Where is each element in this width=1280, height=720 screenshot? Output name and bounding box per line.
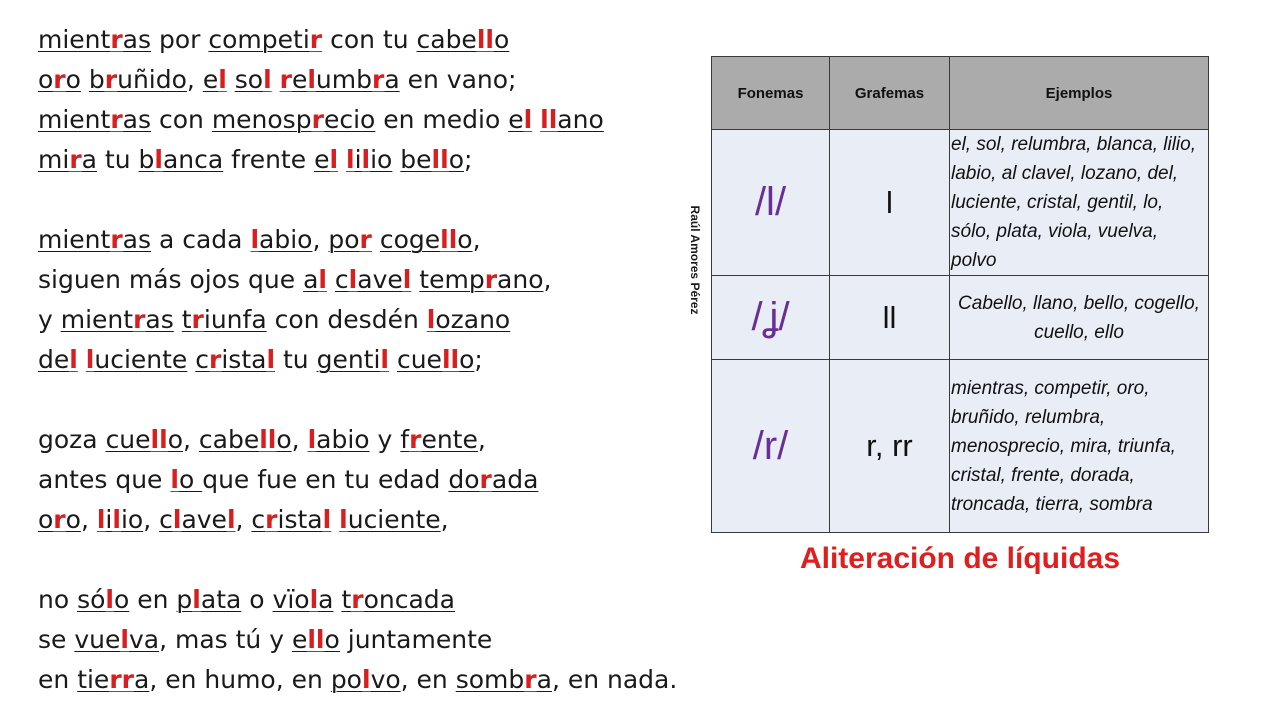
underlined-text: anca [162, 145, 224, 174]
liquid-letter: r [479, 465, 492, 494]
liquid-letter: r [110, 105, 123, 134]
plain-text: que fue en tu edad [202, 465, 449, 494]
underlined-text: vïo [272, 585, 310, 614]
liquid-letter: ll [540, 105, 558, 134]
underlined-text: c [334, 265, 349, 294]
underlined-text: b [88, 65, 105, 94]
plain-text: por [151, 25, 209, 54]
underlined-text: uciente [94, 345, 188, 374]
underlined-text: uñido [117, 65, 187, 94]
plain-text [532, 105, 540, 134]
plain-text: , [182, 425, 199, 454]
liquid-letter: ll [440, 225, 458, 254]
underlined-text: uciente [347, 505, 441, 534]
liquid-letter: l [172, 505, 182, 534]
poem-line [38, 60, 738, 100]
plain-text [327, 265, 335, 294]
underlined-text: menosp [211, 105, 312, 134]
liquid-letter: r [53, 65, 66, 94]
liquid-letter: ll [441, 345, 460, 374]
plain-text: en [38, 665, 78, 694]
grafema-cell: ll [830, 276, 950, 360]
liquid-letter: r [209, 345, 222, 374]
table-row [712, 130, 1209, 276]
plain-text: , [235, 505, 252, 534]
underlined-text: p [176, 585, 193, 614]
underlined-text: o [65, 65, 81, 94]
underlined-text: cue [396, 345, 442, 374]
underlined-text: ano [557, 105, 604, 134]
plain-text: , [312, 225, 329, 254]
liquid-letter: l [85, 345, 95, 374]
underlined-text: ozano [435, 305, 511, 334]
underlined-text: c [251, 505, 266, 534]
poem-line [38, 420, 738, 460]
underlined-text: t [341, 585, 352, 614]
plain-text: en vano; [399, 65, 517, 94]
poem-stanza [38, 20, 738, 180]
liquid-letter: l [105, 585, 114, 614]
underlined-text: ave [357, 265, 403, 294]
underlined-text: c [159, 505, 173, 534]
underlined-text: genti [316, 345, 381, 374]
plain-text: juntamente [339, 625, 493, 654]
phoneme-table [711, 56, 1209, 533]
underlined-text: e [508, 105, 524, 134]
underlined-text: cabe [198, 425, 260, 454]
plain-text: , mas tú y [159, 625, 292, 654]
underlined-text: va [128, 625, 160, 654]
underlined-text: c [195, 345, 210, 374]
underlined-text: f [400, 425, 410, 454]
underlined-text: ista [277, 505, 323, 534]
ejemplos-cell: Cabello, llano, bello, cogello, cuello, ello [950, 276, 1209, 360]
underlined-text: mient [38, 25, 111, 54]
underlined-text: o [65, 505, 81, 534]
liquid-letter: l [345, 145, 355, 174]
table-header-row [712, 57, 1209, 130]
underlined-text: do [448, 465, 480, 494]
underlined-text: coge [379, 225, 441, 254]
header-fonemas: Fonemas [712, 57, 830, 130]
underlined-text: o [38, 505, 54, 534]
underlined-text: ada [491, 465, 539, 494]
underlined-text: mient [38, 105, 111, 134]
underlined-text: mient [38, 225, 111, 254]
underlined-text: e [202, 65, 219, 94]
underlined-text: oncada [363, 585, 455, 614]
underlined-text: competi [208, 25, 310, 54]
plain-text: tu [96, 145, 139, 174]
poem-line [38, 140, 738, 180]
liquid-letter: r [53, 505, 66, 534]
plain-text: con desdén [266, 305, 427, 334]
underlined-text: t [181, 305, 192, 334]
liquid-letter: r [409, 425, 422, 454]
fonema-cell: /ʝ/ [712, 276, 830, 360]
liquid-letter: l [348, 265, 358, 294]
underlined-text: e [291, 65, 308, 94]
plain-text [331, 505, 339, 534]
liquid-letter: l [218, 65, 227, 94]
poem-stanza [38, 420, 738, 540]
liquid-letter: l [154, 145, 163, 174]
liquid-letter: ll [150, 425, 168, 454]
underlined-text: abio [259, 225, 313, 254]
liquid-letter: rr [109, 665, 134, 694]
liquid-letter: r [484, 265, 498, 294]
liquid-letter: r [359, 225, 372, 254]
plain-text: en [129, 585, 177, 614]
underlined-text: o [178, 465, 203, 494]
poem-line [38, 100, 738, 140]
underlined-text: ave [181, 505, 227, 534]
plain-text: se [38, 625, 75, 654]
underlined-text: ata [200, 585, 242, 614]
plain-text: y [38, 305, 61, 334]
plain-text: siguen más ojos que [38, 265, 304, 294]
liquid-letter: l [192, 585, 201, 614]
underlined-text: cue [105, 425, 151, 454]
underlined-text: ente [421, 425, 478, 454]
liquid-letter: l [318, 265, 327, 294]
underlined-text: a [303, 265, 319, 294]
liquid-letter: r [372, 65, 385, 94]
plain-text: ; [463, 145, 473, 174]
header-ejemplos: Ejemplos [950, 57, 1209, 130]
underlined-text: a [81, 145, 97, 174]
liquid-letter: r [309, 25, 323, 54]
underlined-text: o [167, 425, 183, 454]
liquid-letter: r [104, 65, 118, 94]
poem-line [38, 620, 738, 660]
liquid-letter: r [110, 25, 123, 54]
liquid-letter: ll [476, 25, 494, 54]
liquid-letter: l [226, 505, 236, 534]
liquid-letter: r [524, 665, 537, 694]
liquid-letter: r [69, 145, 82, 174]
underlined-text: ista [221, 345, 267, 374]
plain-text: , [186, 65, 203, 94]
poem-line [38, 300, 738, 340]
plain-text: , [543, 265, 552, 294]
plain-text [272, 65, 280, 94]
liquid-letter: l [266, 345, 276, 374]
liquid-letter: ll [259, 425, 277, 454]
plain-text: , [472, 225, 481, 254]
plain-text: antes que [38, 465, 171, 494]
underlined-text: mi [38, 145, 70, 174]
liquid-letter: ll [307, 625, 325, 654]
underlined-text: e [291, 625, 308, 654]
plain-text: ; [474, 345, 483, 374]
plain-text: , [477, 425, 486, 454]
plain-text: no [38, 585, 78, 614]
liquid-letter: l [361, 665, 371, 694]
plain-text [78, 345, 86, 374]
author-credit-text: Raúl Amores Pérez [688, 205, 702, 315]
underlined-text: a [318, 585, 334, 614]
poem-line [38, 260, 738, 300]
underlined-text: o [457, 225, 473, 254]
underlined-text: a [384, 65, 400, 94]
plain-text: goza [38, 425, 106, 454]
liquid-letter: l [322, 505, 332, 534]
liquid-letter: l [339, 505, 348, 534]
plain-text: , [440, 505, 449, 534]
poem-line [38, 340, 738, 380]
underlined-text: iunfa [203, 305, 267, 334]
liquid-letter: r [351, 585, 364, 614]
plain-text: o [241, 585, 273, 614]
plain-text: , [291, 425, 308, 454]
liquid-letter: r [265, 505, 278, 534]
poem-line [38, 460, 738, 500]
plain-text: , en humo, en [149, 665, 331, 694]
underlined-text: o [448, 145, 464, 174]
plain-text [372, 225, 380, 254]
underlined-text: o [493, 25, 510, 54]
underlined-text: a [536, 665, 552, 694]
underlined-text: i [354, 145, 362, 174]
poem-line [38, 500, 738, 540]
liquid-letter: l [380, 345, 389, 374]
underlined-text: temp [419, 265, 485, 294]
plain-text: frente [223, 145, 315, 174]
liquid-letter: l [523, 105, 533, 134]
underlined-text: vo [370, 665, 401, 694]
liquid-letter: l [96, 505, 106, 534]
table-row [712, 360, 1209, 533]
plain-text: tu [275, 345, 317, 374]
liquid-letter: r [311, 105, 324, 134]
underlined-text: só [77, 585, 106, 614]
plain-text [174, 305, 182, 334]
fonema-cell: /l/ [712, 130, 830, 276]
poem-stanza [38, 580, 738, 700]
liquid-letter: l [120, 625, 129, 654]
fonema-cell: /r/ [712, 360, 830, 533]
plain-text [81, 65, 89, 94]
plain-text: , en [400, 665, 456, 694]
grafema-cell: r, rr [830, 360, 950, 533]
underlined-text: b [138, 145, 155, 174]
plain-text: con [151, 105, 212, 134]
poem-line [38, 20, 738, 60]
underlined-text: be [400, 145, 432, 174]
plain-text [338, 145, 346, 174]
poem-line [38, 220, 738, 260]
underlined-text: i [105, 505, 113, 534]
liquid-letter: r [110, 225, 123, 254]
plain-text: en medio [375, 105, 509, 134]
underlined-text: po [328, 225, 360, 254]
liquid-letter: l [329, 145, 339, 174]
underlined-text: as [122, 25, 152, 54]
underlined-text: ano [497, 265, 544, 294]
liquid-letter: r [191, 305, 204, 334]
table-row [712, 276, 1209, 360]
poem-text [38, 20, 738, 700]
underlined-text: o [114, 585, 130, 614]
liquid-letter: l [307, 65, 316, 94]
liquid-letter: l [426, 305, 436, 334]
poem-line [38, 580, 738, 620]
plain-text: con tu [322, 25, 417, 54]
liquid-letter: l [307, 425, 317, 454]
underlined-text: a [134, 665, 150, 694]
underlined-text: cabe [416, 25, 477, 54]
liquid-letter: l [309, 585, 319, 614]
underlined-text: somb [455, 665, 525, 694]
underlined-text: so [234, 65, 264, 94]
underlined-text: o [276, 425, 292, 454]
liquid-letter: l [250, 225, 260, 254]
poem-stanza [38, 220, 738, 380]
poem-line [38, 660, 738, 700]
grafema-cell: l [830, 130, 950, 276]
ejemplos-cell: el, sol, relumbra, blanca, lilio, labio, al clavel, lozano, del, luciente, cristal, gentil, lo, sólo, plata, viola, vuelva, polvo [950, 130, 1209, 276]
underlined-text: as [122, 105, 152, 134]
underlined-text: vue [74, 625, 121, 654]
plain-text: y [369, 425, 401, 454]
underlined-text: as [122, 225, 152, 254]
underlined-text: po [330, 665, 362, 694]
underlined-text: ecio [323, 105, 376, 134]
plain-text [227, 65, 235, 94]
plain-text [389, 345, 397, 374]
caption-title: Aliteración de líquidas [799, 542, 1121, 575]
header-grafemas: Grafemas [830, 57, 950, 130]
liquid-letter: r [279, 65, 292, 94]
liquid-letter: l [263, 65, 272, 94]
liquid-letter: l [361, 145, 371, 174]
liquid-letter: r [133, 305, 146, 334]
underlined-text: o [324, 625, 340, 654]
underlined-text: abio [316, 425, 370, 454]
underlined-text: as [145, 305, 174, 334]
plain-text: , [80, 505, 97, 534]
plain-text: , en nada. [551, 665, 678, 694]
plain-text: a cada [151, 225, 251, 254]
underlined-text: umb [315, 65, 372, 94]
liquid-letter: l [402, 265, 412, 294]
underlined-text: o [38, 65, 54, 94]
liquid-letter: l [112, 505, 121, 534]
liquid-letter: l [69, 345, 78, 374]
underlined-text: io [370, 145, 393, 174]
underlined-text: e [314, 145, 330, 174]
underlined-text: o [459, 345, 475, 374]
ejemplos-cell: mientras, competir, oro, bruñido, relumbra, menosprecio, mira, triunfa, cristal, frente, dorada, troncada, tierra, sombra [950, 360, 1209, 533]
underlined-text: io [120, 505, 144, 534]
underlined-text: de [38, 345, 70, 374]
liquid-letter: l [170, 465, 179, 494]
underlined-text: tie [77, 665, 110, 694]
liquid-letter: ll [431, 145, 449, 174]
plain-text: , [143, 505, 160, 534]
underlined-text: mient [60, 305, 134, 334]
